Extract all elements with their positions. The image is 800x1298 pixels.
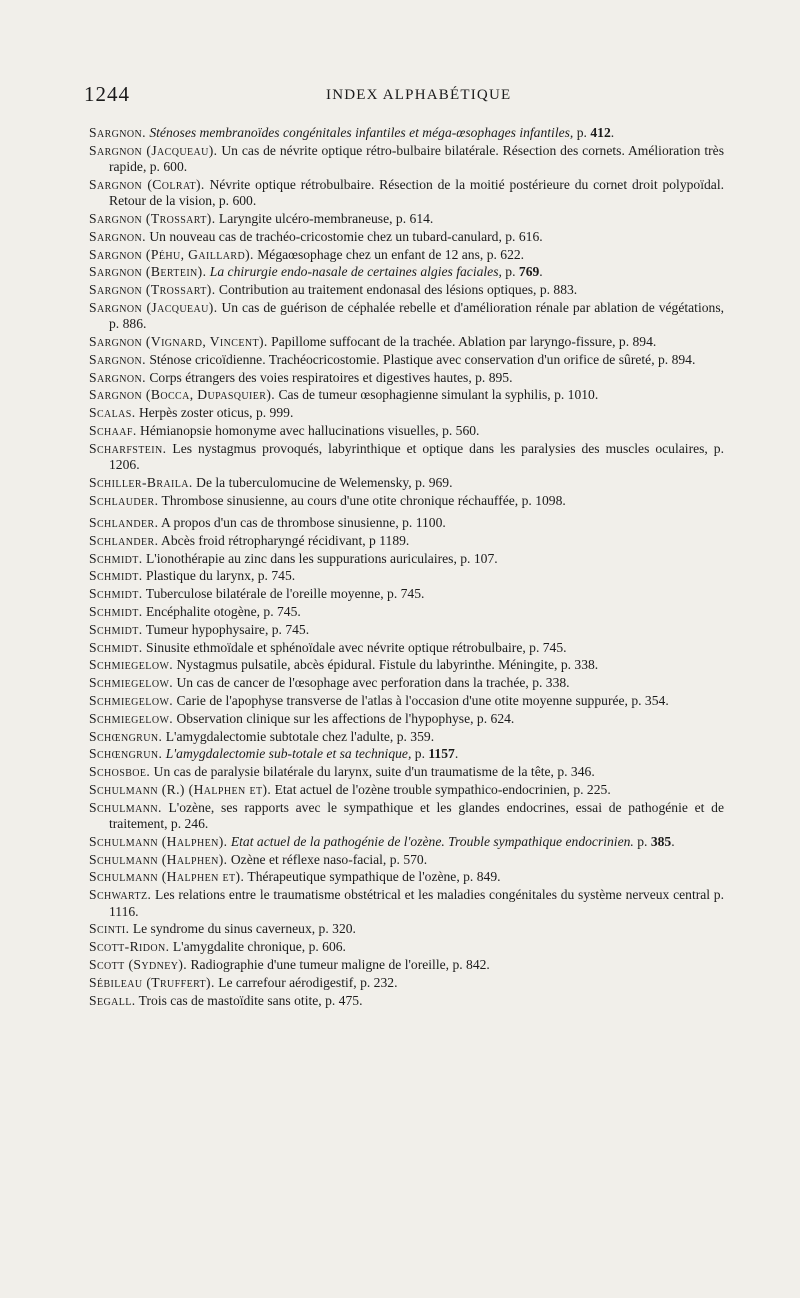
entry-author: Schulmann. <box>89 799 162 815</box>
entry-text: Thrombose sinusienne, au cours d'une otite chronique réchauffée, p. 1098. <box>158 492 566 508</box>
entry-page-bold: 412 <box>590 125 611 140</box>
index-entry <box>89 282 724 298</box>
index-entry <box>89 869 724 885</box>
entry-text: L'amygdalectomie subtotale chez l'adulte, p. 359. <box>162 728 435 744</box>
entry-author: Schmiegelow. <box>89 657 174 673</box>
entry-author: Schlander. <box>89 532 159 548</box>
index-entry <box>89 352 724 368</box>
entry-author: Schulmann (R.) (Halphen et). <box>89 781 272 797</box>
entry-author: Schulmann (Halphen). <box>89 851 228 867</box>
entry-text: Névrite optique rétrobulbaire. Résection de la moitié postérieure du cornet droit polypoïdal. Retour de la vision, p. 600. <box>109 176 724 209</box>
entry-text: Etat actuel de l'ozène trouble sympathico-endocrinien, p. 225. <box>271 781 611 797</box>
entry-text: Hémianopsie homonyme avec hallucinations visuelles, p. 560. <box>136 423 480 439</box>
entry-page-bold: 769 <box>518 264 540 280</box>
index-entry <box>89 211 724 227</box>
entry-author: Scott-Ridon. <box>89 939 170 955</box>
index-entry <box>89 622 724 638</box>
entry-text: . <box>454 746 459 762</box>
entry-author: Sargnon (Colrat). <box>89 176 205 192</box>
entry-text: Nystagmus pulsatile, abcès épidural. Fistule du labyrinthe. Méningite, p. 338. <box>173 657 599 673</box>
entry-author: Schmiegelow. <box>89 710 174 726</box>
entry-text: Les relations entre le traumatisme obstétrical et les maladies congénitales du système nerveux central p. 1116. <box>109 887 724 919</box>
entry-text: Carie de l'apophyse transverse de l'atlas à l'occasion d'une otite moyenne suppurée, p. 354. <box>173 693 669 708</box>
entry-text: L'ozène, ses rapports avec le sympathique et les glandes endocrines, essai de pathogénie et de traitement, p. 246. <box>109 799 724 832</box>
entry-text: A propos d'un cas de thrombose sinusienne, p. 1100. <box>158 515 446 531</box>
entry-text: Thérapeutique sympathique de l'ozène, p. 849. <box>244 869 501 885</box>
index-entry <box>89 993 724 1009</box>
entry-text: Radiographie d'une tumeur maligne de l'oreille, p. 842. <box>187 956 490 972</box>
entry-author: Sargnon (Jacqueau). <box>89 142 218 158</box>
entry-author: Segall. <box>89 992 136 1008</box>
entry-author: Schmidt. <box>89 639 143 655</box>
index-entry <box>89 975 724 991</box>
entry-author: Schmidt. <box>89 568 143 584</box>
entry-text: Un nouveau cas de trachéo-cricostomie chez un tubard-canulard, p. 616. <box>145 228 543 244</box>
entry-text: Mégaœsophage chez un enfant de 12 ans, p. 622. <box>253 246 525 262</box>
running-head: INDEX ALPHABÉTIQUE <box>326 87 512 103</box>
entry-author: Sébileau (Truffert). <box>89 974 215 990</box>
index-entry <box>89 143 724 176</box>
entry-author: Sargnon (Trossart). <box>89 282 216 298</box>
entry-text: Le carrefour aérodigestif, p. 232. <box>214 974 398 990</box>
index-entry <box>89 711 724 727</box>
index-entry <box>89 921 724 937</box>
index-entry <box>89 264 724 280</box>
index-entry <box>89 957 724 973</box>
entry-author: Sargnon (Jacqueau). <box>89 299 218 315</box>
entry-text: . <box>610 125 615 140</box>
index-entry <box>89 125 724 141</box>
entry-text: p. <box>633 833 651 849</box>
index-entry <box>89 475 724 491</box>
entry-text: Abcès froid rétropharyngé récidivant, p 1189. <box>158 532 410 548</box>
entry-text: Cas de tumeur œsophagienne simulant la syphilis, p. 1010. <box>275 387 599 403</box>
entry-text: p. <box>411 746 429 762</box>
entry-text: L'amygdalite chronique, p. 606. <box>169 939 346 955</box>
entry-author: Scinti. <box>89 921 130 937</box>
index-entry <box>89 746 724 762</box>
entry-author: Sargnon. <box>89 125 146 140</box>
index-entry <box>89 800 724 833</box>
index-entry <box>89 423 724 439</box>
entry-text: . <box>671 833 675 849</box>
index-entry <box>89 586 724 602</box>
index-entry <box>89 887 724 920</box>
entry-title-italic: L'amygdalectomie sub-totale et sa technique, <box>162 746 412 762</box>
index-entry <box>89 334 724 350</box>
entry-author: Schlander. <box>89 515 159 531</box>
index-entry <box>89 551 724 567</box>
index-entry <box>89 300 724 333</box>
index-entry <box>89 568 724 584</box>
index-entry <box>89 675 724 691</box>
entry-author: Sargnon. <box>89 369 146 385</box>
entry-author: Schmidt. <box>89 586 143 602</box>
entry-author: Schosboe. <box>89 764 151 780</box>
entry-text: Corps étrangers des voies respiratoires et digestives hautes, p. 895. <box>145 369 513 385</box>
index-entry <box>89 441 724 474</box>
index-entry <box>89 657 724 673</box>
index-entry <box>89 693 724 709</box>
index-entry <box>89 782 724 798</box>
index-entry <box>89 387 724 403</box>
entry-author: Schulmann (Halphen et). <box>89 869 245 885</box>
index-entry <box>89 604 724 620</box>
index-entry <box>89 370 724 386</box>
entry-text: Tumeur hypophysaire, p. 745. <box>142 621 310 637</box>
entry-author: Schlauder. <box>89 492 159 508</box>
entry-text: Sinusite ethmoïdale et sphénoïdale avec névrite optique rétrobulbaire, p. 745. <box>142 639 567 655</box>
entry-author: Schmiegelow. <box>89 675 174 691</box>
entry-author: Schœngrun. <box>89 728 163 744</box>
index-entry <box>89 493 724 509</box>
entry-author: Schaaf. <box>89 423 137 439</box>
index-entry <box>89 229 724 245</box>
entry-author: Schmidt. <box>89 621 143 637</box>
index-entry <box>89 834 724 850</box>
entry-page-bold: 385 <box>650 833 672 849</box>
entry-text: Un cas de paralysie bilatérale du larynx, suite d'un traumatisme de la tête, p. 346. <box>150 764 595 780</box>
entry-text: Le syndrome du sinus caverneux, p. 320. <box>129 921 356 937</box>
index-entry <box>89 852 724 868</box>
entry-text: L'ionothérapie au zinc dans les suppurations auriculaires, p. 107. <box>142 550 498 566</box>
page-header <box>0 82 800 112</box>
entry-author: Sargnon (Péhu, Gaillard). <box>89 246 254 262</box>
entry-text: Ozène et réflexe naso-facial, p. 570. <box>227 851 428 867</box>
index-entry <box>89 247 724 263</box>
entry-author: Schmidt. <box>89 604 143 620</box>
entry-title-italic: Sténoses membranoïdes congénitales infantiles et méga-œsophages infantiles, <box>145 125 574 140</box>
entry-author: Sargnon (Trossart). <box>89 210 216 226</box>
entry-text: Plastique du larynx, p. 745. <box>142 568 296 584</box>
entry-author: Sargnon (Vignard, Vincent). <box>89 334 268 350</box>
entry-author: Sargnon (Bertein). <box>89 264 207 280</box>
entry-text: Contribution au traitement endonasal des lésions optiques, p. 883. <box>215 282 578 298</box>
entry-title-italic: La chirurgie endo-nasale de certaines algies faciales, <box>206 264 502 280</box>
entry-author: Sargnon (Bocca, Dupasquier). <box>89 387 276 403</box>
entry-text: Trois cas de mastoïdite sans otite, p. 475. <box>135 992 363 1008</box>
index-entry <box>89 640 724 656</box>
entry-text: Herpès zoster oticus, p. 999. <box>135 405 294 421</box>
entry-author: Sargnon. <box>89 228 146 244</box>
index-entries <box>89 125 724 1010</box>
entry-text: Les nystagmus provoqués, labyrinthique et optique dans les paralysies des muscles oculaires, p. 1206. <box>109 440 724 473</box>
index-entry <box>89 764 724 780</box>
entry-author: Scott (Sydney). <box>89 956 188 972</box>
entry-text: Observation clinique sur les affections de l'hypophyse, p. 624. <box>173 710 515 726</box>
entry-text: Un cas de névrite optique rétro-bulbaire bilatérale. Résection des cornets. Amélioration très rapide, p. 600. <box>109 142 724 175</box>
entry-author: Schmiegelow. <box>89 693 174 708</box>
entry-author: Sargnon. <box>89 351 146 367</box>
index-entry <box>89 177 724 210</box>
entry-title-italic: Etat actuel de la pathogénie de l'ozène. Trouble sympathique endocrinien. <box>227 833 634 849</box>
entry-text: . <box>539 264 543 280</box>
index-entry <box>89 729 724 745</box>
entry-text: Un cas de guérison de céphalée rebelle et d'amélioration rénale par ablation de végétations, p. 886. <box>109 299 725 332</box>
entry-author: Schulmann (Halphen). <box>89 833 228 849</box>
entry-text: Encéphalite otogène, p. 745. <box>142 604 301 620</box>
entry-text: p. <box>501 264 519 280</box>
entry-text: Un cas de cancer de l'œsophage avec perforation dans la trachée, p. 338. <box>173 675 570 691</box>
entry-author: Schmidt. <box>89 550 143 566</box>
index-entry <box>89 405 724 421</box>
entry-author: Schiller-Braila. <box>89 474 193 490</box>
entry-text: Laryngite ulcéro-membraneuse, p. 614. <box>215 210 434 226</box>
page-number: 1244 <box>84 82 130 106</box>
entry-text: Papillome suffocant de la trachée. Ablation par laryngo-fissure, p. 894. <box>267 334 657 350</box>
entry-text: De la tuberculomucine de Welemensky, p. 969. <box>192 474 453 490</box>
entry-author: Scharfstein. <box>89 440 167 456</box>
entry-author: Scalas. <box>89 405 136 421</box>
index-entry <box>89 939 724 955</box>
entry-text: p. <box>573 125 591 140</box>
entry-page-bold: 1157 <box>428 746 455 762</box>
entry-author: Schœngrun. <box>89 746 163 762</box>
entry-author: Schwartz. <box>89 887 152 903</box>
index-entry <box>89 515 724 531</box>
index-entry <box>89 533 724 549</box>
entry-text: Sténose cricoïdienne. Trachéocricostomie. Plastique avec conservation d'un orifice de sûreté, p. 894. <box>145 351 696 367</box>
entry-text: Tuberculose bilatérale de l'oreille moyenne, p. 745. <box>142 586 425 602</box>
